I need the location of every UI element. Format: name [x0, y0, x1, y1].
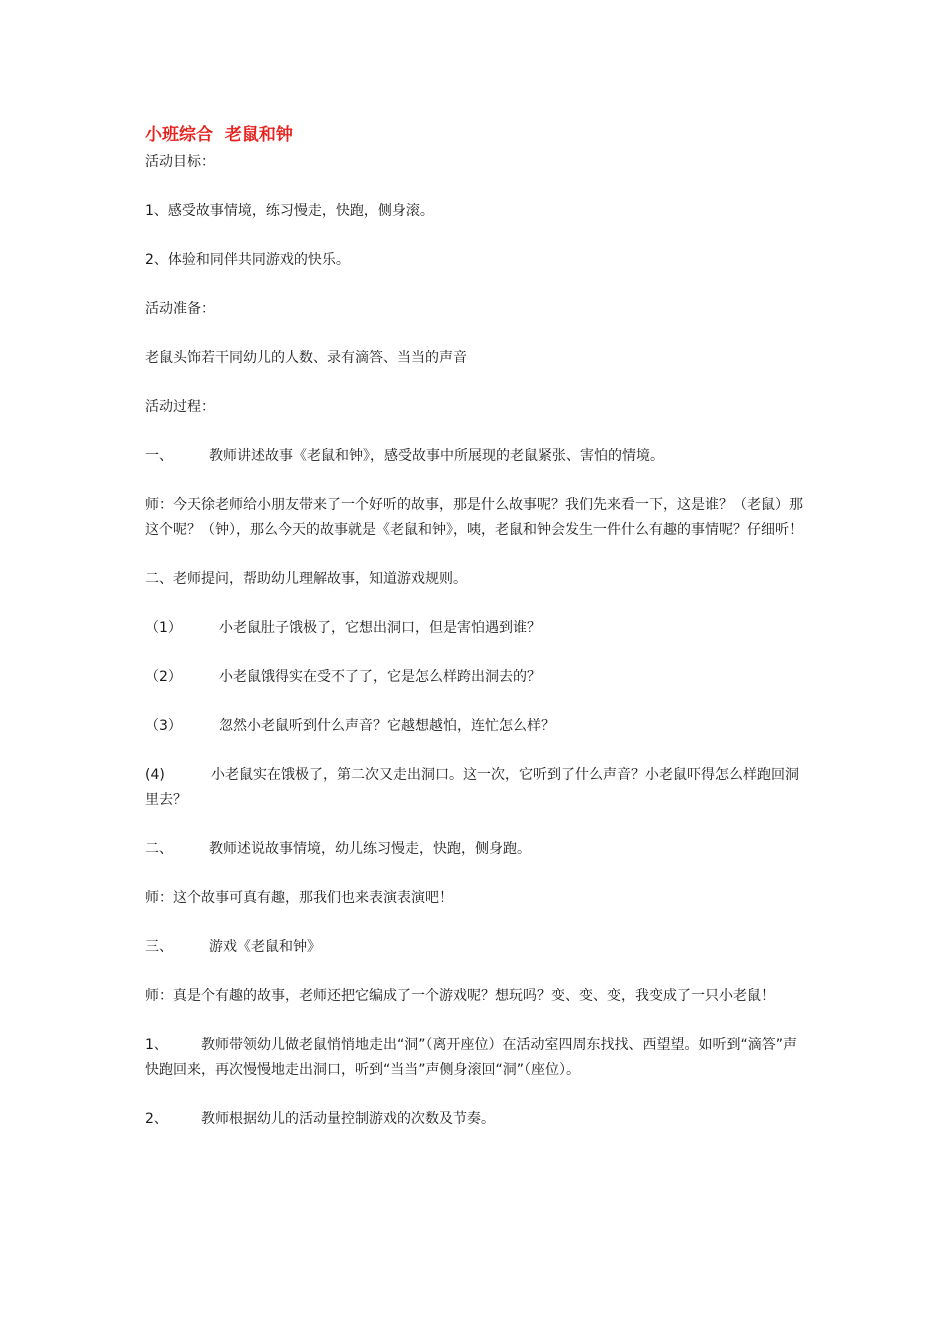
step-3-text: 教师述说故事情境，幼儿练习慢走，快跑，侧身跑。: [209, 841, 531, 857]
step-4-text: 游戏《老鼠和钟》: [209, 939, 321, 955]
question-3-text: 忽然小老鼠听到什么声音？它越想越怕，连忙怎么样？: [219, 718, 555, 734]
step-3-dialog: 师：这个故事可真有趣，那我们也来表演表演吧！: [145, 890, 453, 906]
question-2-marker: （2）: [145, 669, 182, 685]
process-heading: 活动过程：: [145, 399, 215, 415]
question-2: [145, 665, 810, 690]
document-page: [145, 122, 810, 1132]
game-item-2: [145, 1107, 810, 1132]
question-4-marker: (4): [145, 767, 165, 783]
step-1-marker: 一、: [145, 448, 173, 464]
question-4: [145, 763, 810, 813]
game-item-1: [145, 1033, 810, 1083]
step-4-dialog: 师：真是个有趣的故事，老师还把它编成了一个游戏呢？想玩吗？变、变、变，我变成了一只小老鼠！: [145, 988, 775, 1004]
goal-item-1: 1、感受故事情境，练习慢走，快跑，侧身滚。: [145, 203, 434, 219]
question-2-text: 小老鼠饿得实在受不了了，它是怎么样跨出洞去的？: [219, 669, 541, 685]
step-3-marker: 二、: [145, 841, 173, 857]
question-3-marker: （3）: [145, 718, 182, 734]
step-1-text: 教师讲述故事《老鼠和钟》，感受故事中所展现的老鼠紧张、害怕的情境。: [209, 448, 664, 464]
step-3: [145, 837, 810, 862]
goal-item-2: 2、体验和同伴共同游戏的快乐。: [145, 252, 350, 268]
question-3: [145, 714, 810, 739]
step-1-dialog: 师：今天徐老师给小朋友带来了一个好听的故事，那是什么故事呢？我们先来看一下，这是谁？（老鼠）那这个呢？（钟），那么今天的故事就是《老鼠和钟》，咦，老鼠和钟会发生一件什么有趣的事情呢？仔细听！: [145, 497, 803, 538]
question-1-marker: （1）: [145, 620, 182, 636]
prep-text: 老鼠头饰若干同幼儿的人数、录有滴答、当当的声音: [145, 350, 467, 366]
game-item-1-marker: 1、: [145, 1037, 168, 1053]
game-item-2-text: 教师根据幼儿的活动量控制游戏的次数及节奏。: [201, 1111, 495, 1127]
question-1-text: 小老鼠肚子饿极了，它想出洞口，但是害怕遇到谁？: [219, 620, 541, 636]
game-item-2-marker: 2、: [145, 1111, 168, 1127]
prep-heading: 活动准备：: [145, 301, 215, 317]
document-title: 小班综合 老鼠和钟: [145, 125, 293, 145]
step-1: [145, 444, 810, 469]
step-4-marker: 三、: [145, 939, 173, 955]
step-4: [145, 935, 810, 960]
question-1: [145, 616, 810, 641]
goal-heading: 活动目标：: [145, 154, 215, 170]
question-4-text: 小老鼠实在饿极了，第二次又走出洞口。这一次，它听到了什么声音？小老鼠吓得怎么样跑回洞里去？: [145, 767, 799, 808]
game-item-1-text: 教师带领幼儿做老鼠悄悄地走出“洞”（离开座位）在活动室四周东找找、西望望。如听到“滴答”声快跑回来，再次慢慢地走出洞口，听到“当当”声侧身滚回“洞”（座位）。: [145, 1037, 798, 1078]
step-2: 二、老师提问，帮助幼儿理解故事，知道游戏规则。: [145, 571, 467, 587]
